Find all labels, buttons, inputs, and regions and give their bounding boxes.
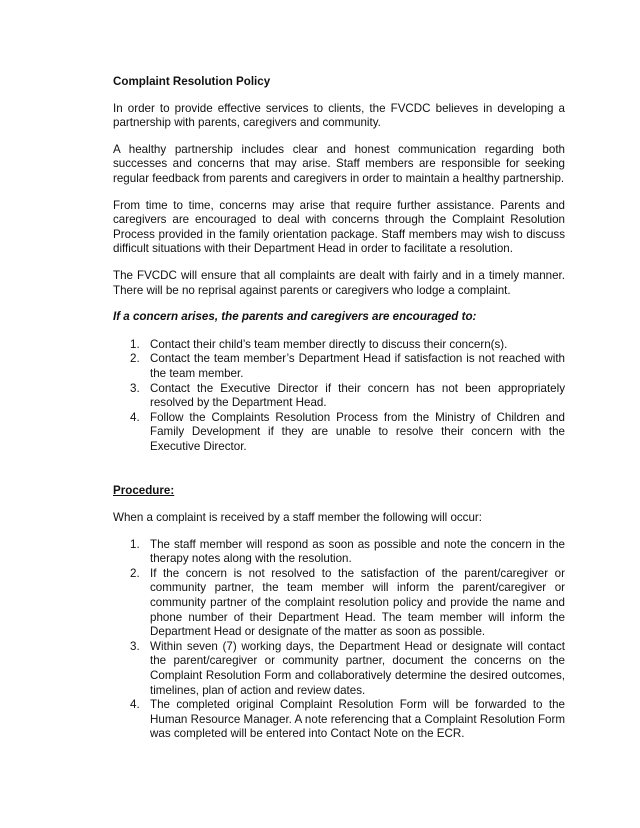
paragraph-fairness: The FVCDC will ensure that all complaints are dealt with fairly and in a timely manner. There will be no reprisal against parents or caregivers who lodge a complaint. xyxy=(113,268,565,297)
document-title: Complaint Resolution Policy xyxy=(113,75,271,88)
list-text: If the concern is not resolved to the satisfaction of the parent/caregiver or community partner, the team member will inform the parent/caregiver or community partner of the complaint resolution policy and provide the name and phone number of their Department Head. The team member will inform the Department Head or designate of the matter as soon as possible. xyxy=(150,566,565,639)
list-item xyxy=(113,640,565,698)
list-item xyxy=(113,567,565,640)
list-number: 1. xyxy=(130,537,140,551)
list-item xyxy=(113,698,565,742)
paragraph-concerns: From time to time, concerns may arise that require further assistance. Parents and caregivers are encouraged to deal with concerns through the Complaint Resolution Process provided in the family orientation package. Staff members may wish to discuss difficult situations with their Department Head in order to facilitate a resolution. xyxy=(113,198,565,256)
list-number: 3. xyxy=(130,639,140,653)
list-number: 1. xyxy=(130,337,140,351)
procedure-steps-list xyxy=(113,538,565,742)
list-text: Contact their child’s team member directly to discuss their concern(s). xyxy=(150,337,508,351)
list-number: 4. xyxy=(130,410,140,424)
paragraph-intro: In order to provide effective services to clients, the FVCDC believes in developing a partnership with parents, caregivers and community. xyxy=(113,101,565,130)
concern-steps-list xyxy=(113,338,565,455)
list-item xyxy=(113,538,565,567)
list-item xyxy=(113,411,565,455)
list-number: 2. xyxy=(130,566,140,580)
list-text: Contact the Executive Director if their concern has not been appropriately resolved by the Department Head. xyxy=(150,381,565,410)
list-text: Within seven (7) working days, the Department Head or designate will contact the parent/caregiver or community partner, document the concerns on the Complaint Resolution Form and collaboratively determine the desired outcomes, timelines, plan of action and review dates. xyxy=(150,639,565,697)
procedure-heading: Procedure: xyxy=(113,484,175,498)
paragraph-partnership: A healthy partnership includes clear and honest communication regarding both successes and concerns that may arise. Staff members are responsible for seeking regular feedback from parents and caregivers in order to maintain a healthy partnership. xyxy=(113,142,565,185)
list-text: The staff member will respond as soon as possible and note the concern in the therapy notes along with the resolution. xyxy=(150,537,565,566)
list-item xyxy=(113,352,565,381)
document-body xyxy=(113,75,565,742)
list-text: Follow the Complaints Resolution Process from the Ministry of Children and Family Development if they are unable to resolve their concern with the Executive Director. xyxy=(150,410,565,453)
list-item xyxy=(113,382,565,411)
list-number: 4. xyxy=(130,698,140,712)
list-number: 2. xyxy=(130,352,140,366)
list-text: Contact the team member’s Department Head if satisfaction is not reached with the team member. xyxy=(150,352,565,380)
list-item xyxy=(113,338,565,353)
list-text: The completed original Complaint Resolution Form will be forwarded to the Human Resource Manager. A note referencing that a Complaint Resolution Form was completed will be entered into Contact Note on the ECR. xyxy=(150,698,565,741)
concern-intro: If a concern arises, the parents and caregivers are encouraged to: xyxy=(113,310,477,324)
procedure-intro: When a complaint is received by a staff member the following will occur: xyxy=(113,511,483,525)
list-number: 3. xyxy=(130,381,140,395)
